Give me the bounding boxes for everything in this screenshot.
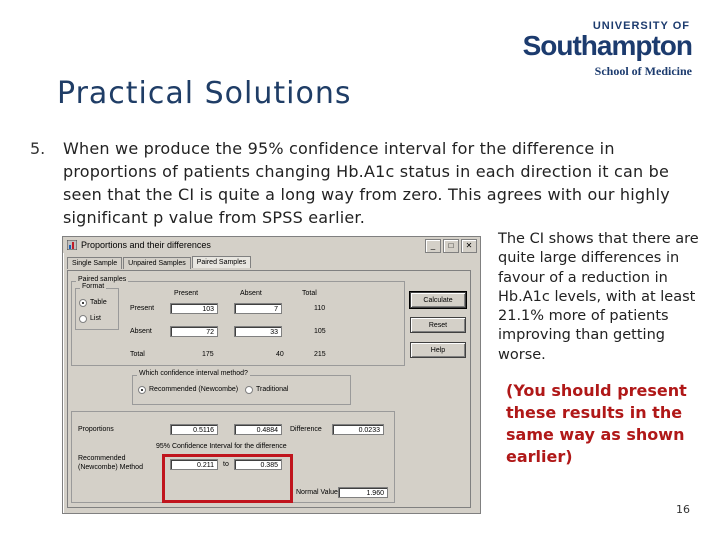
logo-university-text: UNIVERSITY OF xyxy=(592,20,690,32)
close-button[interactable]: ✕ xyxy=(461,239,477,253)
col-header-absent: Absent xyxy=(240,290,262,297)
row-label-total: Total xyxy=(130,351,145,358)
method-traditional-label: Traditional xyxy=(256,386,289,393)
difference-field: 0.0233 xyxy=(332,424,384,435)
tab-single-sample[interactable]: Single Sample xyxy=(67,257,122,269)
side-explanation: The CI shows that there are quite large differences in favour of a reduction in Hb.A1c levels, with at least 21.1% more of patients improving than getting worse. xyxy=(498,231,699,363)
cell-present-absent[interactable]: 7 xyxy=(234,303,282,314)
bullet-number: 5. xyxy=(30,139,46,158)
method-traditional-radio[interactable] xyxy=(245,386,253,394)
format-group xyxy=(75,283,119,330)
page-number: 16 xyxy=(676,503,690,516)
row-label-absent: Absent xyxy=(130,328,152,335)
format-group-label: Format xyxy=(82,283,105,290)
proportions-dialog xyxy=(62,236,481,514)
paired-samples-group xyxy=(71,276,405,366)
minimize-button[interactable]: _ xyxy=(425,239,441,253)
ci-upper-field: 0.385 xyxy=(234,459,282,470)
ci-header: 95% Confidence Interval for the difference xyxy=(156,443,287,450)
format-list-label: List xyxy=(90,315,101,322)
recommended-label-line1: Recommended xyxy=(78,455,126,462)
row-label-present: Present xyxy=(130,305,155,312)
proportion-2-field: 0.4884 xyxy=(234,424,282,435)
method-group-label: Which confidence interval method? xyxy=(139,370,248,377)
ci-lower-field: 0.211 xyxy=(170,459,218,470)
tab-paired-samples[interactable]: Paired Samples xyxy=(192,256,251,268)
cell-absent-total: 105 xyxy=(314,328,326,335)
cell-total-absent: 40 xyxy=(276,351,284,358)
reset-button[interactable]: Reset xyxy=(410,317,466,333)
cell-present-present[interactable]: 103 xyxy=(170,303,218,314)
col-header-present: Present xyxy=(174,290,199,297)
tab-unpaired-samples[interactable]: Unpaired Samples xyxy=(123,257,191,269)
slide-title: Practical Solutions xyxy=(57,76,352,111)
ci-to-label: to xyxy=(223,461,229,468)
cell-present-total: 110 xyxy=(314,305,326,312)
format-table-radio[interactable] xyxy=(79,299,87,307)
app-icon xyxy=(67,240,77,250)
maximize-button[interactable]: □ xyxy=(443,239,459,253)
proportions-label: Proportions xyxy=(78,426,114,433)
ci-highlight-box xyxy=(162,454,293,503)
format-table-label: Table xyxy=(90,299,107,306)
logo-school-text: School of Medicine xyxy=(594,64,692,78)
cell-absent-absent[interactable]: 33 xyxy=(234,326,282,337)
col-header-total: Total xyxy=(302,290,317,297)
difference-label: Difference xyxy=(290,426,322,433)
logo-name-text: Southampton xyxy=(522,30,692,61)
normal-value-label: Normal Value xyxy=(296,489,338,496)
proportion-1-field: 0.5116 xyxy=(170,424,218,435)
dialog-title-bar xyxy=(63,237,480,253)
calculate-button[interactable]: Calculate xyxy=(410,292,466,308)
normal-value-field[interactable]: 1.960 xyxy=(338,487,388,498)
university-logo xyxy=(512,20,692,79)
dialog-title: Proportions and their differences xyxy=(81,240,211,250)
cell-total-total: 215 xyxy=(314,351,326,358)
cell-total-present: 175 xyxy=(202,351,214,358)
tab-strip xyxy=(67,257,252,269)
cell-absent-present[interactable]: 72 xyxy=(170,326,218,337)
help-button[interactable]: Help xyxy=(410,342,466,358)
method-recommended-radio[interactable] xyxy=(138,386,146,394)
presentation-note: (You should present these results in the same way as shown earlier) xyxy=(506,381,687,466)
paired-samples-group-label: Paired samples xyxy=(78,276,127,283)
paired-samples-panel xyxy=(67,270,471,508)
format-list-radio[interactable] xyxy=(79,315,87,323)
method-recommended-label: Recommended (Newcombe) xyxy=(149,386,239,393)
recommended-label-line2: (Newcombe) Method xyxy=(78,464,143,471)
bullet-text: When we produce the 95% confidence interval for the difference in proportions of patients changing Hb.A1c status in each direction it can be seen that the CI is quite a long way from zero. This agrees with our highly significant p value from SPSS earlier. xyxy=(63,139,670,227)
